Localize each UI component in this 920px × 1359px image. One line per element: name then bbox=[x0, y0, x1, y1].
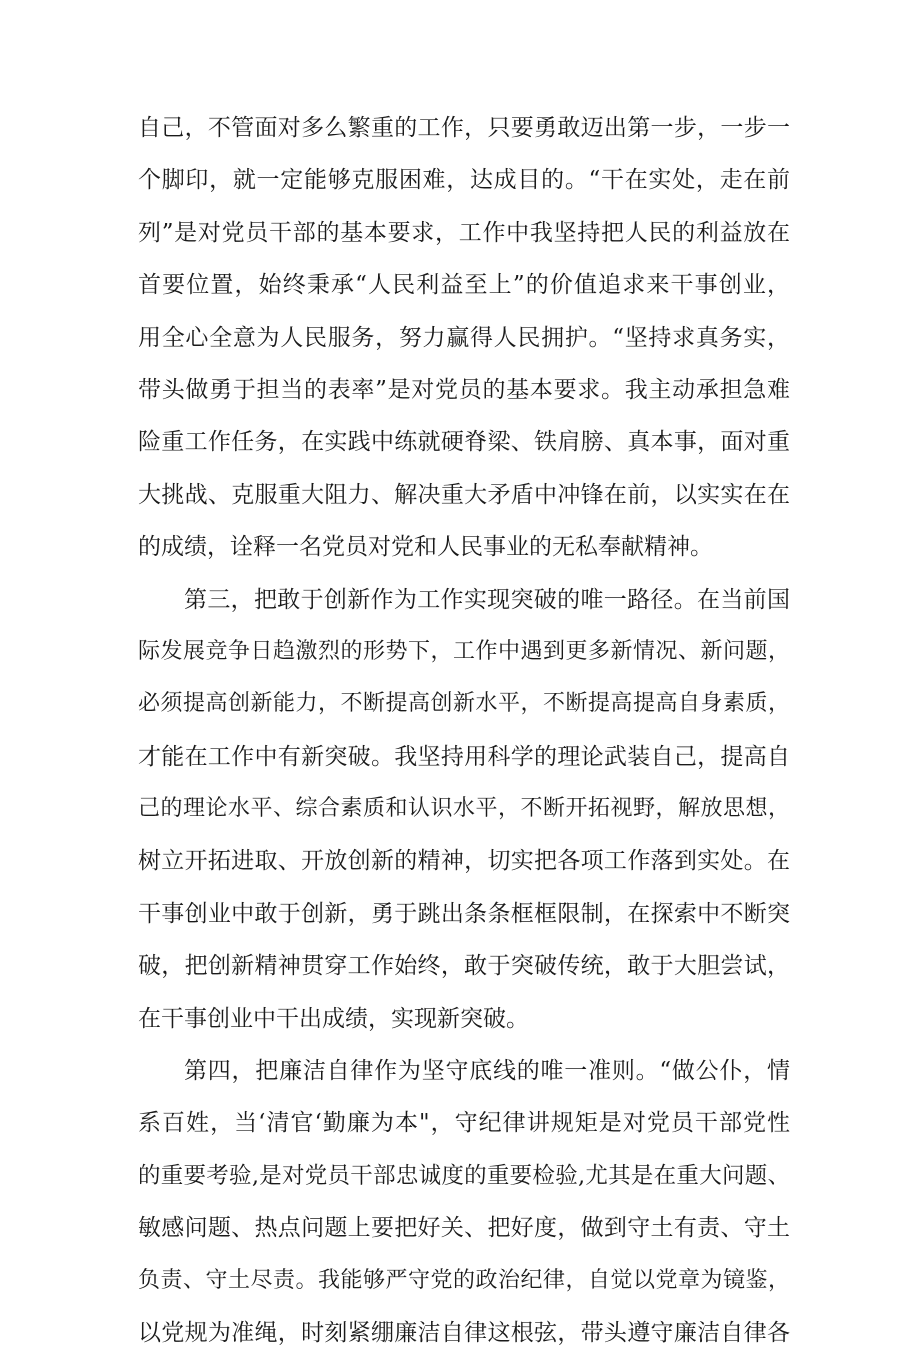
text-line: 树立开拓进取、开放创新的精神，切实把各项工作落到实处。在 bbox=[138, 848, 790, 875]
text-line: 列”是对党员干部的基本要求，工作中我坚持把人民的利益放在 bbox=[138, 219, 790, 246]
text-line: 系百姓，当‘清官‘勤廉为本"，守纪律讲规矩是对党员干部党性 bbox=[138, 1110, 790, 1137]
text-line: 负责、守土尽责。我能够严守党的政治纪律，自觉以党章为镜鉴， bbox=[138, 1267, 790, 1293]
text-line: 破，把创新精神贯穿工作始终，敢于突破传统，敢于大胆尝试， bbox=[138, 953, 790, 980]
text-line: 带头做勇于担当的表率”是对党员的基本要求。我主动承担急难 bbox=[138, 376, 790, 403]
text-line: 大挑战、克服重大阻力、解决重大矛盾中冲锋在前，以实实在在 bbox=[138, 481, 790, 508]
text-line: 险重工作任务，在实践中练就硬脊梁、铁肩膀、真本事，面对重 bbox=[138, 429, 790, 456]
paragraph-first-line: 第三，把敢于创新作为工作实现突破的唯一路径。在当前国 bbox=[184, 586, 790, 613]
text-line: 的重要考验,是对党员干部忠诚度的重要检验,尤其是在重大问题、 bbox=[138, 1162, 790, 1189]
paragraph-last-line: 的成绩，诠释一名党员对党和人民事业的无私奉献精神。 bbox=[138, 534, 713, 561]
text-line: 敏感问题、热点问题上要把好关、把好度，做到守土有责、守土 bbox=[138, 1215, 790, 1242]
text-line: 自己，不管面对多么繁重的工作，只要勇敢迈出第一步，一步一 bbox=[138, 115, 790, 141]
text-line: 干事创业中敢于创新，勇于跳出条条框框限制，在探索中不断突 bbox=[138, 900, 790, 927]
text-line: 个脚印，就一定能够克服困难，达成目的。“干在实处，走在前 bbox=[138, 167, 790, 194]
paragraph-first-line: 第四，把廉洁自律作为坚守底线的唯一准则。“做公仆，情 bbox=[184, 1058, 790, 1085]
text-line: 必须提高创新能力，不断提高创新水平，不断提高提高自身素质， bbox=[138, 691, 790, 717]
paragraph-last-line: 在干事创业中干出成绩，实现新突破。 bbox=[138, 1005, 529, 1032]
text-line: 己的理论水平、综合素质和认识水平，不断开拓视野，解放思想， bbox=[138, 796, 790, 822]
text-line: 际发展竞争日趋激烈的形势下，工作中遇到更多新情况、新问题， bbox=[138, 638, 790, 664]
text-line: 以党规为准绳，时刻紧绷廉洁自律这根弦，带头遵守廉洁自律各 bbox=[138, 1319, 790, 1346]
text-line: 首要位置，始终秉承“人民利益至上”的价值追求来干事创业， bbox=[138, 272, 790, 299]
text-line: 才能在工作中有新突破。我坚持用科学的理论武装自己，提高自 bbox=[138, 743, 790, 770]
text-line: 用全心全意为人民服务，努力赢得人民拥护。“坚持求真务实， bbox=[138, 324, 790, 351]
document-body bbox=[138, 102, 790, 1359]
